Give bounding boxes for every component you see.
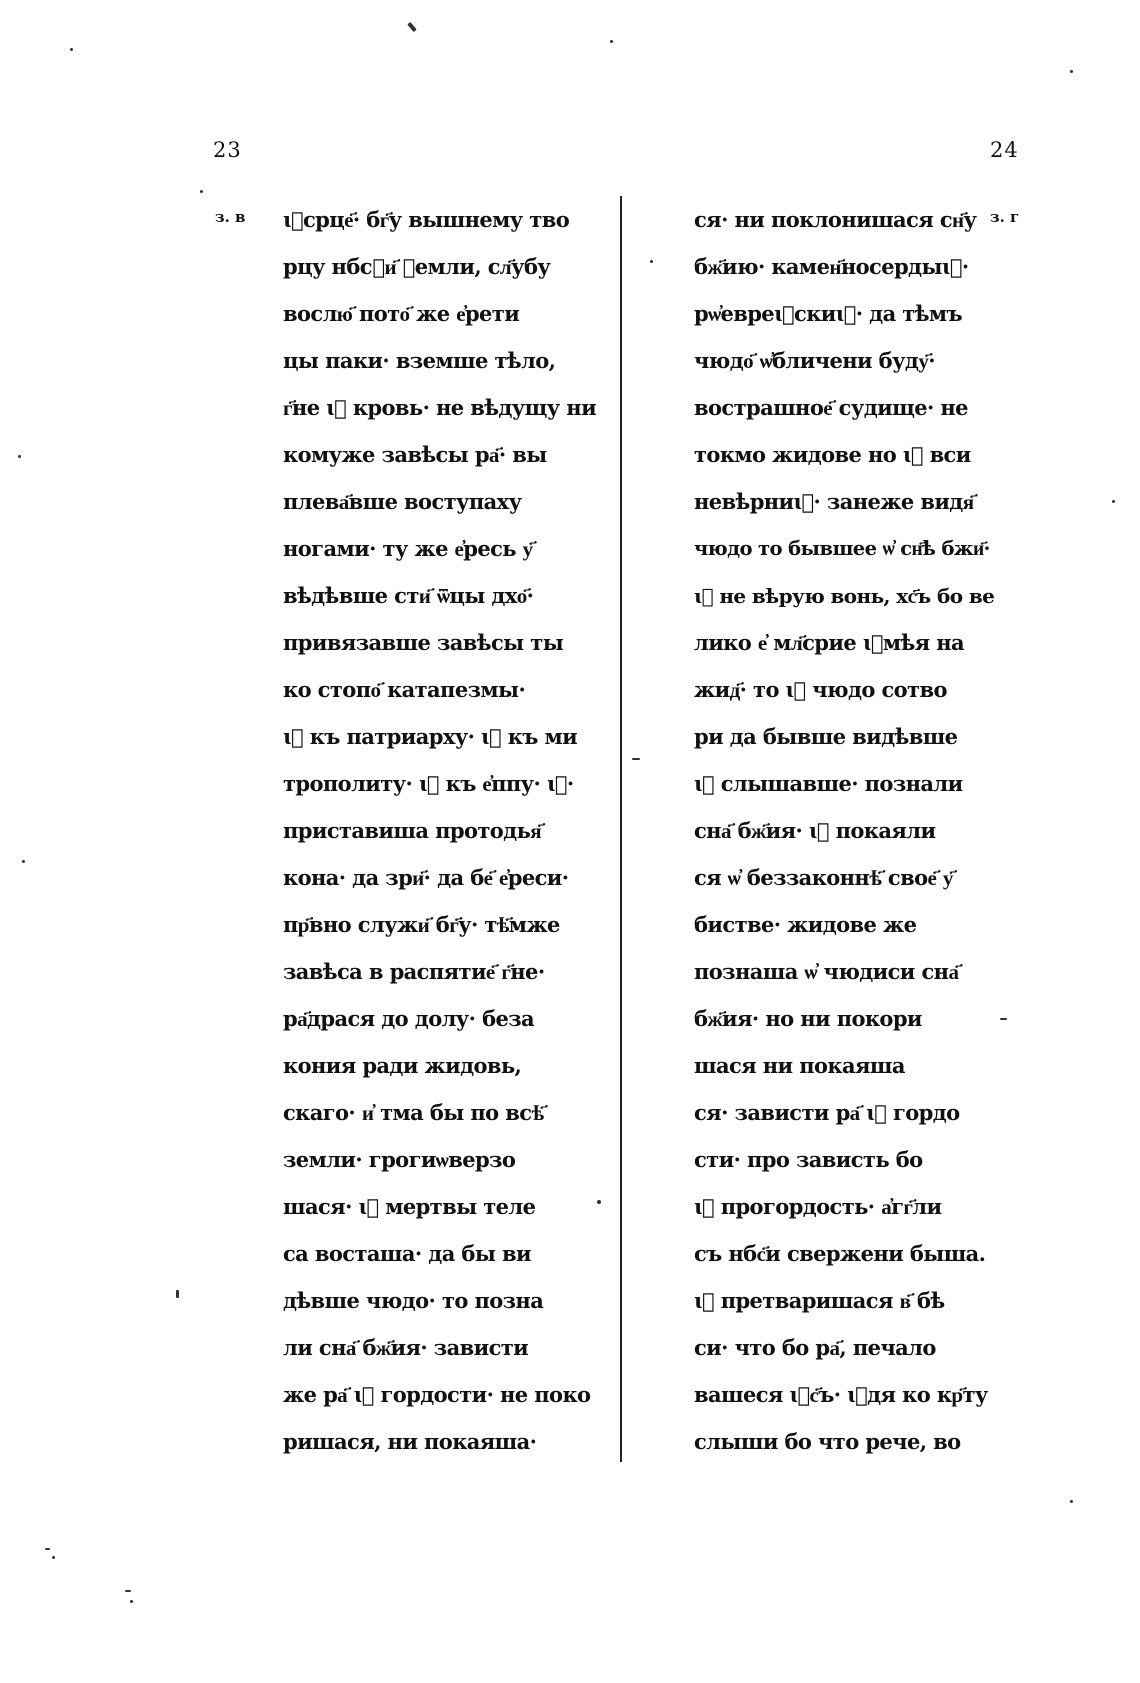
margin-note-left: з. в: [215, 208, 246, 226]
scan-speck: [70, 48, 73, 51]
text-line: вѣдѣвше сти҃ ѿцы дхо҃·: [283, 583, 534, 608]
text-line: ра҃драся до долу· беза: [283, 1006, 535, 1031]
scan-speck: [130, 1600, 133, 1603]
margin-note-right: з. г: [990, 208, 1020, 226]
text-line: привязавше завѣсы ты: [283, 630, 564, 655]
scan-speck: [1070, 1500, 1073, 1503]
text-line: слыши бо что рече, во: [694, 1429, 961, 1454]
text-line: ꙇ҆ слышавше· познали: [694, 771, 963, 796]
text-line: дѣвше чюдо· то позна: [283, 1288, 544, 1313]
page-number-left: 23: [213, 138, 242, 162]
text-line: познаша ѡ҆ чюдиси сна҃: [694, 959, 959, 984]
text-line: чюдо то бывшее ѡ҆ сн҃ѣ бжи҃·: [694, 537, 990, 560]
text-line: чюдо҃ ѡ҆бличени буду҃·: [694, 348, 935, 373]
text-line: г҃не ꙇ҆ кровь· не вѣдущу ни: [283, 395, 597, 420]
text-line: ришася, ни покаяша·: [283, 1429, 537, 1454]
text-line: приставиша протодья҃: [283, 818, 541, 843]
text-line: шася· ꙇ҆ мертвы теле: [283, 1194, 536, 1219]
text-line: ꙇ҆ къ патриарху· ꙇ҆ къ ми: [283, 724, 578, 749]
text-line: бж҃ия· но ни покори: [694, 1006, 922, 1031]
scan-speck: [1000, 1018, 1007, 1020]
text-line: скаго· и҆ тма бы по всѣ҃: [283, 1100, 544, 1125]
scan-speck: [22, 860, 25, 863]
text-line: ся· ни поклонишася сн҃у: [694, 207, 977, 232]
left-text-column: [283, 200, 613, 1469]
text-line: ся ѡ҆ беззаконнѣ҃ свое҃ у҃: [694, 865, 953, 890]
text-line: ꙇ҆ не вѣрую вонь, хс҃ъ бо ве: [694, 584, 995, 608]
text-line: ри да бывше видѣвше: [694, 724, 958, 749]
text-line: вострашное҃ судище· не: [694, 395, 968, 420]
scan-speck: [1112, 500, 1115, 503]
text-line: плева҃вше воступаху: [283, 489, 522, 514]
text-line: сти· про зависть бо: [694, 1147, 923, 1172]
text-line: бж҃ию· камен҃носердыꙇ҆·: [694, 254, 969, 279]
text-line: са восташа· да бы ви: [283, 1241, 531, 1266]
scan-speck: [125, 1590, 131, 1592]
text-line: вослю҃ пото҃ же е҆рети: [283, 301, 520, 326]
text-line: трополиту· ꙇ҆ къ е҆ппу· ꙇ҆·: [283, 771, 574, 796]
scan-speck: [176, 1290, 179, 1298]
column-divider: [620, 196, 622, 1462]
text-line: рцу нбсⷭи҃ ꙁемли, сл҃убу: [283, 254, 551, 279]
text-line: ꙇ҆срце҃· бг҃у вышнему тво: [283, 207, 570, 232]
text-line: ꙇ҆ прогордость· а҆гг҃ли: [694, 1194, 942, 1219]
text-line: завѣса в распятие҃ г҃не·: [283, 959, 545, 984]
text-line: комуже завѣсы ра҃· вы: [283, 442, 547, 467]
text-line: цы паки· вземше тѣло,: [283, 348, 556, 373]
scan-speck: [632, 758, 640, 760]
text-line: кония ради жидовь,: [283, 1053, 522, 1078]
text-line: пр҃вно служи҃ бг҃у· тѣ҃мже: [283, 912, 560, 937]
scan-speck: [18, 455, 21, 458]
scan-speck: [610, 40, 613, 43]
text-line: земли· грогиѡверзо: [283, 1147, 516, 1172]
text-line: жид҃· то ꙇ҆ чюдо сотво: [694, 677, 947, 702]
text-line: невѣрниꙇ҆· занеже видя҃: [694, 489, 974, 514]
scan-speck: [407, 22, 416, 32]
scan-speck: [1070, 70, 1073, 73]
text-line: лико е҆ мл҃срие ꙇ҆мѣя на: [694, 630, 965, 655]
text-line: ли сна҃ бж҃ия· зависти: [283, 1335, 529, 1360]
text-line: ко стопо҃ катапезмы·: [283, 677, 526, 702]
text-line: сна҃ бж҃ия· ꙇ҆ покаяли: [694, 818, 936, 843]
text-line: ногами· ту же е҆ресь у҃: [283, 536, 533, 561]
scan-speck: [52, 1556, 55, 1559]
text-line: токмо жидове но ꙇ҆ вси: [694, 442, 971, 467]
scan-speck: [200, 190, 203, 193]
text-line: ся· зависти ра҃ ꙇ҆ гордо: [694, 1100, 960, 1125]
scan-speck: [650, 260, 653, 263]
text-line: кона· да зри҃· да бе҃ е҆реси·: [283, 865, 569, 890]
scan-speck: [597, 1200, 601, 1204]
right-text-column: [694, 200, 994, 1469]
text-line: бистве· жидове же: [694, 912, 917, 937]
page-number-right: 24: [990, 138, 1019, 162]
text-line: шася ни покаяша: [694, 1053, 905, 1078]
text-line: рѡ҆евреꙇ҆скиꙇ҆· да тѣмъ: [694, 301, 963, 326]
scan-speck: [45, 1548, 50, 1550]
text-line: съ нбс҃и свержени быша.: [694, 1241, 986, 1266]
text-line: си· что бо ра҃, печало: [694, 1335, 936, 1360]
text-line: же ра҃ ꙇ҆ гордости· не поко: [283, 1382, 591, 1407]
text-line: ꙇ҆ претваришася в҃ бѣ: [694, 1288, 945, 1313]
text-line: вашеся ꙇ҆с҃ъ· ꙇ҆дя ко кр҃ту: [694, 1382, 988, 1407]
